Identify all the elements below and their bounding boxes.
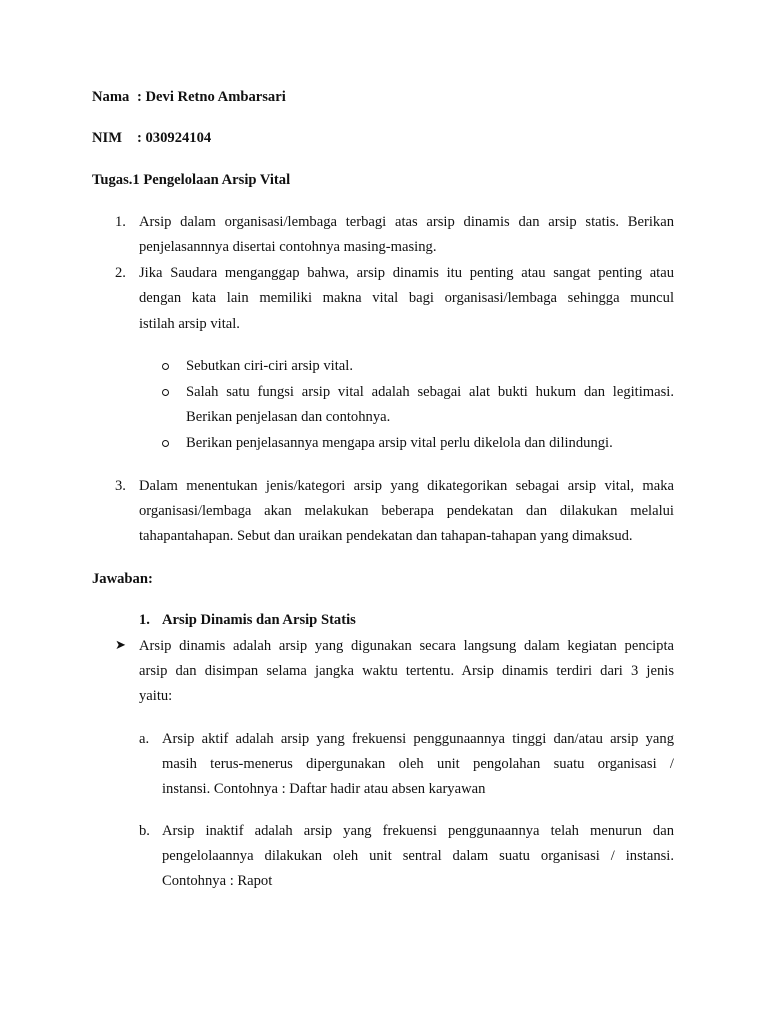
item-label: a.: [139, 731, 150, 747]
arrow-bullet-icon: ➤: [115, 637, 126, 652]
item-text-line: pengelolaannya dilakukan oleh unit sentral dalam suatu organisasi / instansi.: [162, 848, 674, 864]
answer-text-line: arsip dan disimpan selama jangka waktu tertentu. Arsip dinamis terdiri dari 3 jenis: [139, 663, 674, 679]
nim-value: : 030924104: [137, 130, 212, 146]
name-label: Nama: [92, 89, 130, 105]
question-text-line: organisasi/lembaga akan melakukan beberapa pendekatan dan dilakukan melalui: [139, 503, 674, 519]
item-text-line: instansi. Contohnya : Daftar hadir atau absen karyawan: [162, 781, 486, 797]
question-number: 3.: [115, 478, 126, 494]
item-text-line: Arsip inaktif adalah arsip yang frekuensi penggunaannya telah menurun dan: [162, 823, 674, 839]
nim-label: NIM: [92, 130, 122, 146]
answer-text-line: yaitu:: [139, 688, 173, 704]
subitem-text-line: Berikan penjelasannya mengapa arsip vital perlu dikelola dan dilindungi.: [186, 435, 613, 451]
question-text-line: dengan kata lain memiliki makna vital bagi organisasi/lembaga sehingga muncul: [139, 290, 674, 306]
item-text-line: Arsip aktif adalah arsip yang frekuensi penggunaannya tinggi dan/atau arsip yang: [162, 731, 674, 747]
name-value: : Devi Retno Ambarsari: [137, 89, 286, 105]
answer-label: Jawaban:: [92, 571, 153, 587]
subitem-text-line: Sebutkan ciri-ciri arsip vital.: [186, 358, 353, 374]
question-text-line: tahapantahapan. Sebut dan uraikan pendekatan dan tahapan-tahapan yang dimaksud.: [139, 528, 633, 544]
circle-bullet-icon: [162, 440, 169, 447]
question-text-line: Dalam menentukan jenis/kategori arsip yang dikategorikan sebagai arsip vital, maka: [139, 478, 674, 494]
item-text-line: Contohnya : Rapot: [162, 873, 273, 889]
question-text-line: Jika Saudara menganggap bahwa, arsip dinamis itu penting atau sangat penting atau: [139, 265, 674, 281]
section-number: 1.: [139, 612, 150, 628]
answer-text-line: Arsip dinamis adalah arsip yang digunakan secara langsung dalam kegiatan pencipta: [139, 638, 674, 654]
task-title: Tugas.1 Pengelolaan Arsip Vital: [92, 172, 291, 188]
subitem-text-line: Berikan penjelasan dan contohnya.: [186, 409, 391, 425]
section-title: Arsip Dinamis dan Arsip Statis: [162, 612, 356, 628]
question-text-line: Arsip dalam organisasi/lembaga terbagi atas arsip dinamis dan arsip statis. Berikan: [139, 214, 674, 230]
question-number: 1.: [115, 214, 126, 230]
circle-bullet-icon: [162, 389, 169, 396]
question-number: 2.: [115, 265, 126, 281]
item-label: b.: [139, 823, 150, 839]
circle-bullet-icon: [162, 363, 169, 370]
question-text-line: penjelasannnya disertai contohnya masing-masing.: [139, 239, 437, 255]
question-text-line: istilah arsip vital.: [139, 316, 240, 332]
item-text-line: masih terus-menerus dipergunakan oleh unit pengolahan suatu organisasi /: [162, 756, 674, 772]
subitem-text-line: Salah satu fungsi arsip vital adalah sebagai alat bukti hukum dan legitimasi.: [186, 384, 674, 400]
